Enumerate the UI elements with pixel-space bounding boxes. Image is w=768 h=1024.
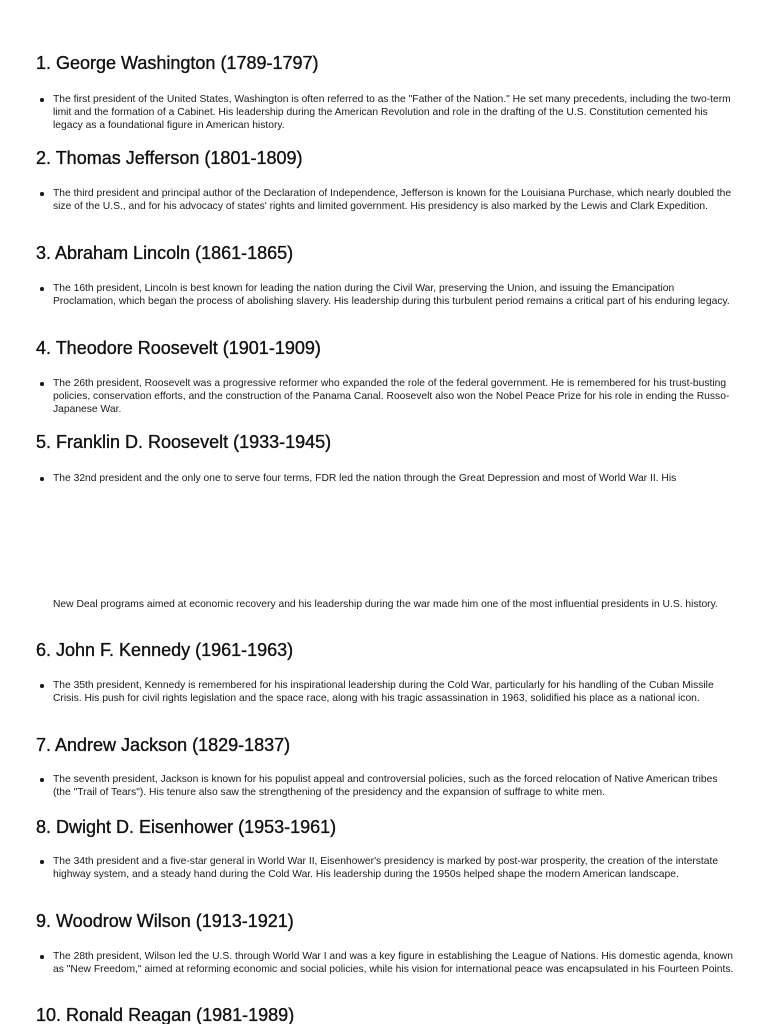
bullet-list [36,472,736,485]
bullet-list [36,93,736,132]
section-heading-kennedy: 6. John F. Kennedy (1961-1963) [36,640,294,660]
section-heading-theodore-roosevelt: 4. Theodore Roosevelt (1901-1909) [36,338,321,358]
bullet-item-fdr-continuation: New Deal programs aimed at economic recovery and his leadership during the war made him one of the most influential presidents in U.S. history. [53,599,718,610]
bullet-list [36,950,736,976]
bullet-list [36,187,736,213]
bullet-list [36,282,736,308]
bullet-list [36,679,736,705]
bullet-item-eisenhower: The 34th president and a five-star general in World War II, Eisenhower's presidency is marked by post-war prosperity, the creation of the interstate highway system, and a steady hand during the Cold War. His leadership during the 1950s helped shape the modern American landscape. [36,855,736,881]
section-heading-fdr: 5. Franklin D. Roosevelt (1933-1945) [36,432,332,452]
bullet-item-theodore-roosevelt: The 26th president, Roosevelt was a progressive reformer who expanded the role of the federal government. He is remembered for his trust-busting policies, conservation efforts, and the construction of the Panama Canal. Roosevelt also won the Nobel Peace Prize for his role in ending the Russo-Japanese War. [36,377,736,416]
bullet-list [36,855,736,881]
section-heading-washington: 1. George Washington (1789-1797) [36,53,319,73]
bullet-item-kennedy: The 35th president, Kennedy is remembered for his inspirational leadership during the Cold War, particularly for his handling of the Cuban Missile Crisis. His push for civil rights legislation and the space race, along with his tragic assassination in 1963, solidified his place as a national icon. [36,679,736,705]
section-heading-jackson: 7. Andrew Jackson (1829-1837) [36,735,291,755]
bullet-item-fdr: The 32nd president and the only one to serve four terms, FDR led the nation through the Great Depression and most of World War II. His [36,472,736,485]
bullet-list [36,773,736,799]
bullet-item-jackson: The seventh president, Jackson is known for his populist appeal and controversial policies, such as the forced relocation of Native American tribes (the "Trail of Tears"). His tenure also saw the strengthening of the presidency and the expansion of suffrage to white men. [36,773,736,799]
bullet-item-wilson: The 28th president, Wilson led the U.S. through World War I and was a key figure in establishing the League of Nations. His domestic agenda, known as "New Freedom," aimed at reforming economic and social policies, while his vision for international peace was encapsulated in his Fourteen Points. [36,950,736,976]
section-heading-jefferson: 2. Thomas Jefferson (1801-1809) [36,148,303,168]
bullet-item-washington: The first president of the United States, Washington is often referred to as the "Father of the Nation." He set many precedents, including the two-term limit and the formation of a Cabinet. His leadership during the American Revolution and role in the drafting of the U.S. Constitution cemented his legacy as a foundational figure in American history. [36,93,736,132]
bullet-item-jefferson: The third president and principal author of the Declaration of Independence, Jefferson is known for the Louisiana Purchase, which nearly doubled the size of the U.S., and for his advocacy of states' rights and limited government. His presidency is also marked by the Lewis and Clark Expedition. [36,187,736,213]
section-heading-lincoln: 3. Abraham Lincoln (1861-1865) [36,243,294,263]
section-heading-wilson: 9. Woodrow Wilson (1913-1921) [36,911,294,931]
section-heading-reagan: 10. Ronald Reagan (1981-1989) [36,1005,295,1024]
bullet-item-lincoln: The 16th president, Lincoln is best known for leading the nation during the Civil War, preserving the Union, and issuing the Emancipation Proclamation, which began the process of abolishing slavery. His leadership during this turbulent period remains a critical part of his enduring legacy. [36,282,736,308]
section-heading-eisenhower: 8. Dwight D. Eisenhower (1953-1961) [36,817,337,837]
bullet-list [36,377,736,416]
